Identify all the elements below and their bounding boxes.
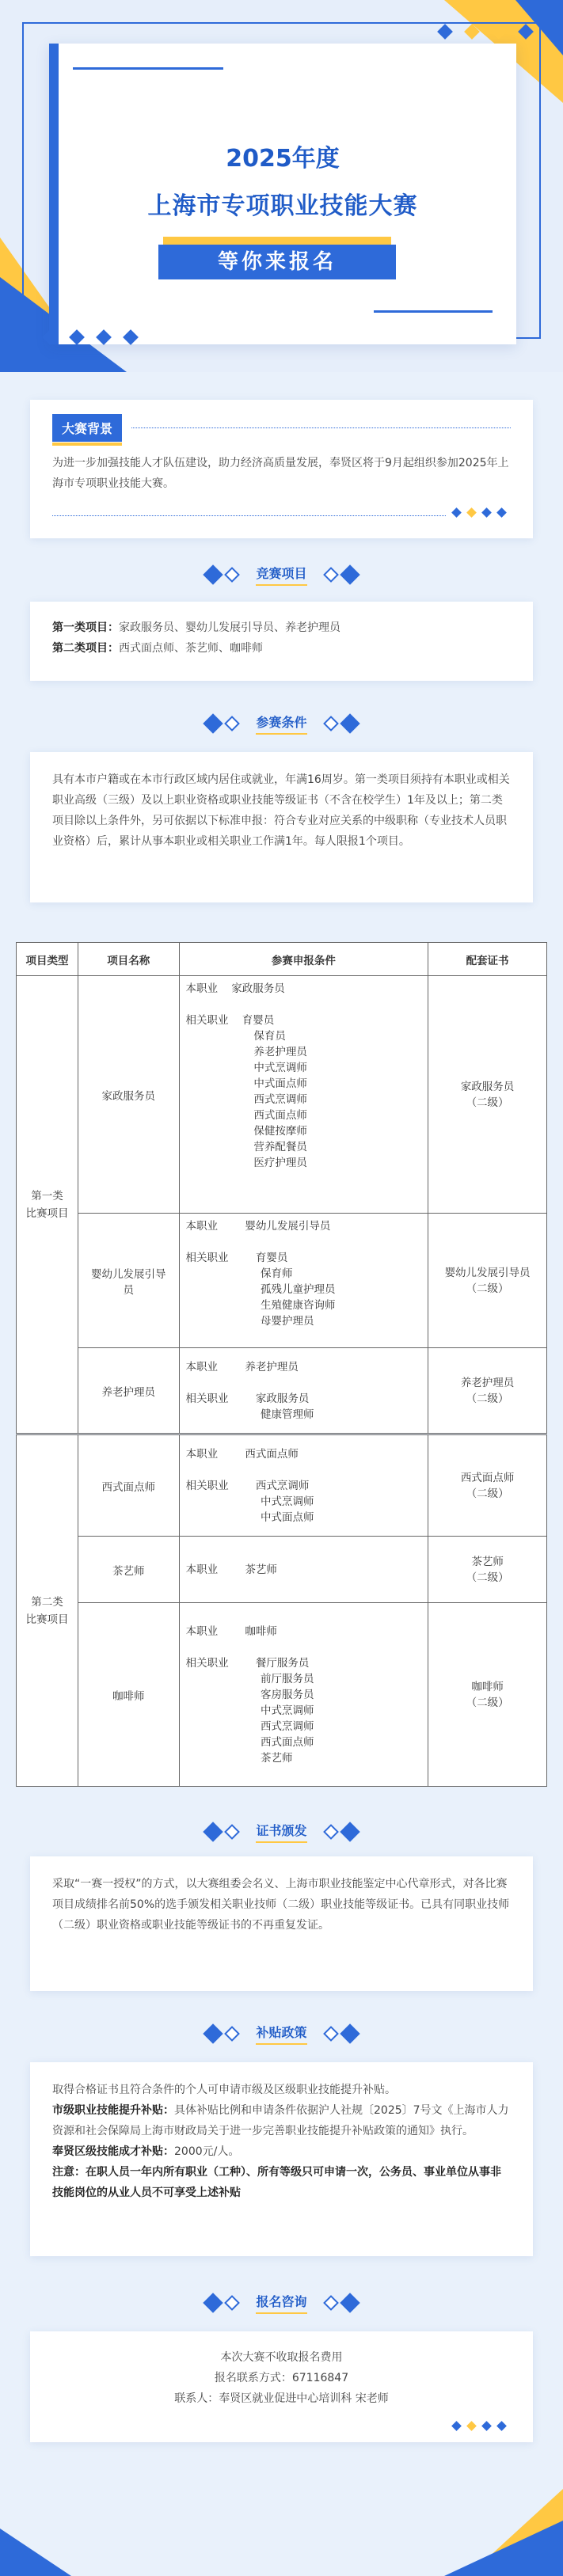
certificate-text: 采取“一赛一授权”的方式，以大赛组委会名义、上海市职业技能鉴定中心代章形式，对各比赛项目成绩排名前50%的选手颁发相关职业技师（二级）职业技能等级证书。已具有同职业技师（二级）职业资格或职业技能等级证书的不再重复发证。: [52, 1878, 510, 1932]
table-cell-condition: 本职业 咖啡师 相关职业 餐厅服务员 前厅服务员 客房服务员 中式烹调师 西式烹调师 西式面点师 茶艺师: [179, 1603, 428, 1787]
section-title: 参赛条件: [256, 712, 306, 735]
table-cell-cert: 婴幼儿发展引导员 （二级）: [428, 1214, 547, 1348]
table-cell-condition: 本职业 茶艺师: [179, 1537, 428, 1603]
decor-line: [374, 310, 493, 313]
section-header-certificate: [0, 1821, 563, 1845]
table-cell-condition: 本职业 西式面点师 相关职业 西式烹调师 中式烹调师 中式面点师: [179, 1435, 428, 1537]
section-header-conditions: [0, 712, 563, 736]
table-cell-name: 婴幼儿发展引导员: [78, 1214, 179, 1348]
table-cell-name: 家政服务员: [78, 976, 179, 1214]
footer-decor: [0, 2473, 563, 2576]
certificate-card: [30, 1856, 533, 1991]
hero-year: 2025年度: [226, 145, 340, 173]
table-cell-condition: 本职业 家政服务员 相关职业 育婴员 保育员 养老护理员 中式烹调师 中式面点师 西式烹调师 西式面点师 保健按摩师 营养配餐员 医疗护理员: [179, 976, 428, 1214]
conditions-text: 具有本市户籍或在本市行政区域内居住或就业，年满16周岁。第一类项目须持有本职业或相关职业高级（三级）及以上职业资格或职业技能等级证书（不含在校学生）1年及以上；第二类项目除以上条件外，另可依据以下标准申报：符合专业对应关系的中级职称（专业技术人员职业资格）后，累计从事本职业或相关职业工作满1年。每人限报1个项目。: [52, 773, 510, 848]
hero-tagline: 等你来报名: [158, 245, 396, 279]
items-cat1: 家政服务员、婴幼儿发展引导员、养老护理员: [119, 621, 340, 634]
section-header-consult: [0, 2292, 563, 2316]
consult-phone: 报名联系方式：67116847: [214, 2372, 349, 2384]
diamond-decor: [432, 25, 539, 40]
decor-line: [73, 67, 223, 70]
hero-banner: [0, 0, 563, 372]
background-label: 大赛背景: [52, 414, 122, 442]
section-title: 补贴政策: [256, 2023, 306, 2045]
consult-fee: 本次大赛不收取报名费用: [220, 2351, 343, 2364]
items-card: 第一类项目：家政服务员、婴幼儿发展引导员、养老护理员 第二类项目：西式面点师、茶艺师、咖啡师: [30, 602, 533, 681]
subsidy-card: 取得合格证书且符合条件的个人可申请市级及区级职业技能提升补贴。 市级职业技能提升补贴：具体补贴比例和申请条件依据沪人社规〔2025〕7号文《上海市人力资源和社会保障局上海市财政局关于进一步完善职业技能提升补贴政策的通知》执行。 奉贤区级技能成才补贴：2000元/人。 注意：在职人员一年内所有职业（工种）、所有等级只可申请一次，公务员、事业单位从事非技能岗位的从业人员不可享受上述补贴: [30, 2062, 533, 2256]
subsidy-city: 具体补贴比例和申请条件依据沪人社规〔2025〕7号文《上海市人力资源和社会保障局上海市财政局关于进一步完善职业技能提升补贴政策的通知》执行。: [52, 2104, 509, 2137]
table-cell-cert: 西式面点师 （二级）: [428, 1435, 547, 1537]
table-cell-condition: 本职业 婴幼儿发展引导员 相关职业 育婴员 保育师 孤残儿童护理员 生殖健康咨询师 母婴护理员: [179, 1214, 428, 1348]
section-title: 竞赛项目: [256, 564, 306, 586]
diamond-decor: [449, 2418, 509, 2433]
eligibility-table-1: 项目类型 项目名称 参赛申报条件 配套证书 第一类 比赛项目 家政服务员 本职业 家政服务员 相关职业 育婴员 保育员 养老护理员 中式烹调师 中式面点师 西式烹调师 西式面点师 保健按摩师 营养配餐员 医疗护理员 家政服务员 （二级） 婴幼儿发展引导员 本职业 婴幼儿发展引导员 相关职业 育婴员 保育师 孤残儿童护理员 生殖健康咨询师 母婴护理员 婴幼儿发展引导员 （二级） 养老护理员 本职业 养老护理员 相关职业 家政服务员 健康管理师 养老护理员 （二级）: [16, 942, 547, 1434]
section-header-subsidy: [0, 2023, 563, 2046]
table-cell-name: 茶艺师: [78, 1537, 179, 1603]
background-card: [30, 400, 533, 538]
section-title: 报名咨询: [256, 2292, 306, 2314]
section-title: 证书颁发: [256, 1821, 306, 1843]
group-label: 第一类 比赛项目: [17, 976, 78, 1434]
consult-contact: 联系人：奉贤区就业促进中心培训科 宋老师: [174, 2392, 389, 2405]
table-cell-name: 咖啡师: [78, 1603, 179, 1787]
hero-title: 上海市专项职业技能大赛: [147, 192, 418, 220]
table-cell-cert: 家政服务员 （二级）: [428, 976, 547, 1214]
background-text: 为进一步加强技能人才队伍建设，助力经济高质量发展，奉贤区将于9月起组织参加2025年上海市专项职业技能大赛。: [52, 457, 509, 490]
items-cat2: 西式面点师、茶艺师、咖啡师: [119, 642, 263, 655]
table-cell-cert: 养老护理员 （二级）: [428, 1348, 547, 1434]
consult-card: [30, 2331, 533, 2442]
table-cell-name: 西式面点师: [78, 1435, 179, 1537]
table-cell-condition: 本职业 养老护理员 相关职业 家政服务员 健康管理师: [179, 1348, 428, 1434]
eligibility-table-2: [16, 1434, 547, 1787]
subsidy-district: 2000元/人。: [174, 2145, 240, 2158]
group-label: 第二类 比赛项目: [17, 1435, 78, 1787]
table-cell-cert: 咖啡师 （二级）: [428, 1603, 547, 1787]
diamond-decor: [36, 331, 144, 346]
subsidy-note: 在职人员一年内所有职业（工种）、所有等级只可申请一次，公务员、事业单位从事非技能岗位的从业人员不可享受上述补贴: [52, 2166, 501, 2199]
table-cell-cert: 茶艺师 （二级）: [428, 1537, 547, 1603]
subsidy-intro: 取得合格证书且符合条件的个人可申请市级及区级职业技能提升补贴。: [52, 2084, 396, 2096]
table-cell-name: 养老护理员: [78, 1348, 179, 1434]
hero-card: [49, 44, 516, 344]
section-header-items: [0, 564, 563, 587]
conditions-card: [30, 752, 533, 902]
hero-tagline-box: [158, 234, 396, 276]
diamond-decor: [449, 504, 509, 519]
